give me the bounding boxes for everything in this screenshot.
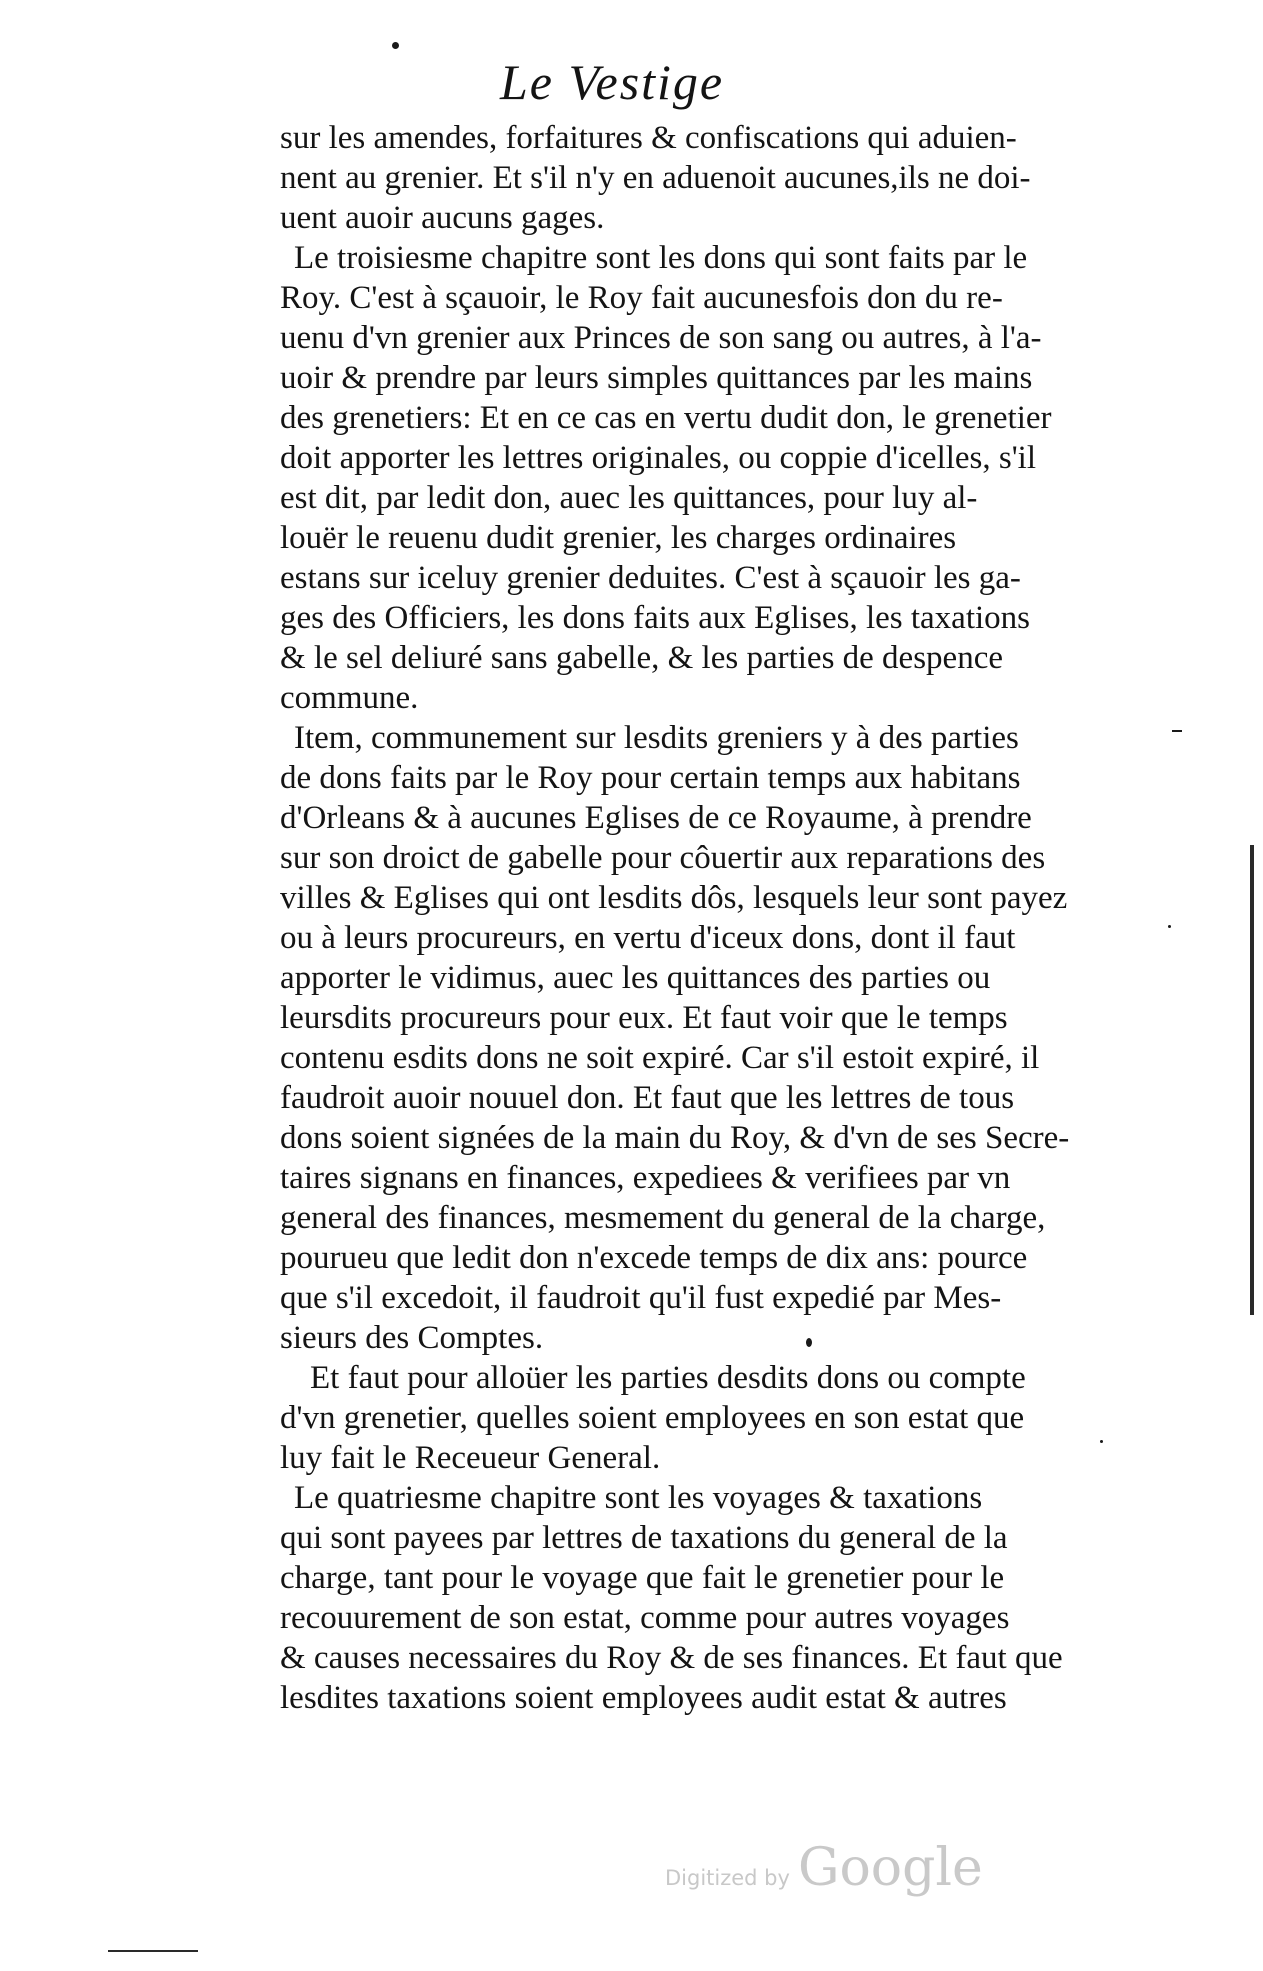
page-edge-line [108, 1950, 198, 1952]
google-logo: Google [797, 1838, 983, 1898]
digitized-watermark [665, 1838, 983, 1898]
text-line: que s'il excedoit, il faudroit qu'il fust expedié par Mes- [280, 1280, 1002, 1316]
text-line: sieurs des Comptes. [280, 1320, 544, 1356]
text-line: louër le reuenu dudit grenier, les charges ordinaires [280, 520, 957, 556]
text-line: estans sur iceluy grenier deduites. C'est à sçauoir les ga- [280, 560, 1021, 596]
text-line: faudroit auoir nouuel don. Et faut que les lettres de tous [280, 1080, 1015, 1116]
text-line: luy fait le Receueur General. [280, 1440, 661, 1476]
text-line: general des finances, mesmement du general de la charge, [280, 1200, 1046, 1236]
text-line: qui sont payees par lettres de taxations du general de la [280, 1520, 1008, 1556]
page-gutter-shadow [1250, 845, 1254, 1315]
text-line: sur son droict de gabelle pour côuertir aux reparations des [280, 840, 1046, 876]
text-line: recouurement de son estat, comme pour autres voyages [280, 1600, 1010, 1636]
text-line: & le sel deliuré sans gabelle, & les parties de despence [280, 640, 1003, 676]
ink-dot [806, 1338, 812, 1347]
text-line: charge, tant pour le voyage que fait le grenetier pour le [280, 1560, 1005, 1596]
text-line: leursdits procureurs pour eux. Et faut voir que le temps [280, 1000, 1008, 1036]
digitized-label: Digitized by [665, 1866, 790, 1890]
text-line: sur les amendes, forfaitures & confiscations qui aduien- [280, 120, 1017, 156]
text-line: uoir & prendre par leurs simples quittances par les mains [280, 360, 1033, 396]
text-line: d'Orleans & à aucunes Eglises de ce Royaume, à prendre [280, 800, 1032, 836]
text-line: lesdites taxations soient employees audit estat & autres [280, 1680, 1007, 1716]
text-line: ges des Officiers, les dons faits aux Eglises, les taxations [280, 600, 1030, 636]
text-line: apporter le vidimus, auec les quittances des parties ou [280, 960, 991, 996]
text-line: Item, communement sur lesdits greniers y à des parties [294, 720, 1019, 756]
text-line: nent au grenier. Et s'il n'y en aduenoit aucunes,ils ne doi- [280, 160, 1031, 196]
text-line: ou à leurs procureurs, en vertu d'iceux dons, dont il faut [280, 920, 1016, 956]
ink-dot [1168, 925, 1171, 928]
ink-mark [1172, 730, 1182, 732]
text-line: est dit, par ledit don, auec les quittances, pour luy al- [280, 480, 978, 516]
text-line: uent auoir aucuns gages. [280, 200, 605, 236]
text-line: des grenetiers: Et en ce cas en vertu dudit don, le grenetier [280, 400, 1052, 436]
ink-dot [392, 42, 399, 49]
ink-dot [1100, 1440, 1103, 1443]
text-line: & causes necessaires du Roy & de ses finances. Et faut que [280, 1640, 1063, 1676]
text-line: contenu esdits dons ne soit expiré. Car s'il estoit expiré, il [280, 1040, 1040, 1076]
text-line: commune. [280, 680, 419, 716]
text-line: doit apporter les lettres originales, ou coppie d'icelles, s'il [280, 440, 1037, 476]
text-line: villes & Eglises qui ont lesdits dôs, lesquels leur sont payez [280, 880, 1068, 916]
text-line: uenu d'vn grenier aux Princes de son sang ou autres, à l'a- [280, 320, 1042, 356]
text-line: Et faut pour alloüer les parties desdits dons ou compte [310, 1360, 1026, 1396]
text-line: d'vn grenetier, quelles soient employees en son estat que [280, 1400, 1025, 1436]
running-head: Le Vestige [500, 54, 725, 110]
text-line: de dons faits par le Roy pour certain temps aux habitans [280, 760, 1021, 796]
text-line: dons soient signées de la main du Roy, & d'vn de ses Secre- [280, 1120, 1070, 1156]
text-line: taires signans en finances, expediees & verifiees par vn [280, 1160, 1011, 1196]
text-line: Le quatriesme chapitre sont les voyages & taxations [294, 1480, 983, 1516]
body-text [280, 118, 1130, 1718]
text-line: pourueu que ledit don n'excede temps de dix ans: pource [280, 1240, 1028, 1276]
text-line: Roy. C'est à sçauoir, le Roy fait aucunesfois don du re- [280, 280, 1003, 316]
text-line: Le troisiesme chapitre sont les dons qui sont faits par le [294, 240, 1028, 276]
